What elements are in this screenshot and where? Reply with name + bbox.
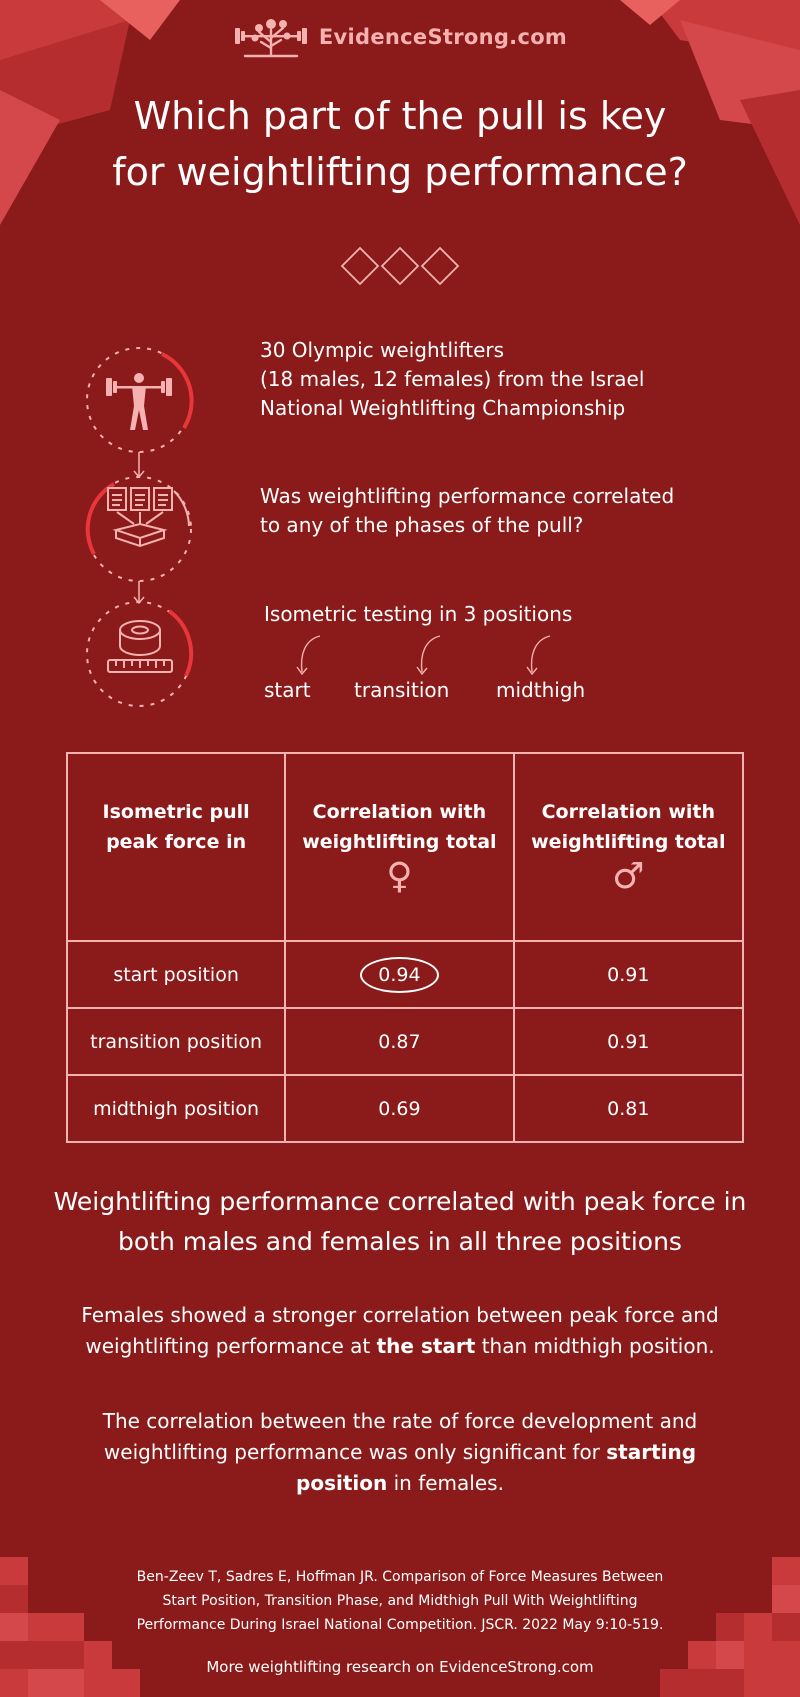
tree-barbell-logo-icon [233, 14, 309, 60]
header-isometric [67, 753, 285, 941]
study-subjects [260, 336, 644, 423]
header-female-correlation [285, 753, 513, 941]
documents-icon [104, 484, 176, 552]
position-transition: transition [354, 678, 450, 702]
header-col3-line2: weightlifting total [531, 831, 726, 853]
header-col2-line1: Correlation with [312, 801, 487, 823]
p2-line3-post: in females. [387, 1471, 504, 1495]
main-finding [40, 1182, 760, 1262]
question-line-1: Was weightlifting performance correlated [260, 484, 675, 508]
p1-line2-pre: weightlifting performance at [85, 1334, 377, 1358]
table-header-row [67, 753, 743, 941]
row-label: midthigh position [67, 1075, 285, 1142]
male-value-cell: 0.91 [514, 941, 743, 1008]
citation-line-2: Start Position, Transition Phase, and Midthigh Pull With Weightlifting [162, 1593, 638, 1609]
main-finding-line-1: Weightlifting performance correlated with peak force in [53, 1187, 747, 1216]
female-value-cell: 0.69 [285, 1075, 513, 1142]
subjects-line-2: (18 males, 12 females) from the Israel [260, 367, 645, 391]
citation-line-1: Ben-Zeev T, Sadres E, Hoffman JR. Comparison of Force Measures Between [136, 1569, 664, 1585]
header-col1-line2: peak force in [106, 831, 247, 853]
position-arrows [290, 632, 570, 680]
highlighted-value: 0.94 [364, 960, 434, 990]
p2-line2-pre: weightlifting performance was only significant for [103, 1440, 607, 1464]
study-method: Isometric testing in 3 positions [264, 602, 573, 626]
male-symbol-icon: ♂ [612, 856, 645, 897]
citation [80, 1565, 720, 1637]
subjects-line-1: 30 Olympic weightlifters [260, 338, 505, 362]
finding-paragraph-1 [50, 1300, 750, 1362]
p2-line3-bold: position [296, 1471, 388, 1495]
row-label: transition position [67, 1008, 285, 1075]
position-midthigh: midthigh [496, 678, 586, 702]
female-symbol-icon: ♀ [386, 856, 413, 897]
question-line-2: to any of the phases of the pull? [260, 513, 584, 537]
subjects-line-3: National Weightlifting Championship [260, 396, 626, 420]
finding-paragraph-2 [50, 1406, 750, 1499]
position-start: start [264, 678, 311, 702]
table-row [67, 941, 743, 1008]
p2-line2-bold: starting [606, 1440, 697, 1464]
footer-link[interactable]: More weightlifting research on EvidenceStrong.com [206, 1658, 594, 1676]
table-row [67, 1008, 743, 1075]
header-col3-line1: Correlation with [541, 801, 715, 823]
page-title [40, 88, 760, 200]
p1-line-1: Females showed a stronger correlation between peak force and [81, 1303, 719, 1327]
citation-line-3: Performance During Israel National Competition. JSCR. 2022 May 9:10-519. [136, 1617, 664, 1633]
p1-line2-post: than midthigh position. [475, 1334, 715, 1358]
table-row [67, 1075, 743, 1142]
weightlifter-icon [104, 370, 174, 434]
p1-line2-bold: the start [376, 1334, 476, 1358]
main-finding-line-2: both males and females in all three positions [118, 1227, 682, 1256]
male-value-cell: 0.91 [514, 1008, 743, 1075]
measuring-tape-icon [104, 616, 176, 678]
title-line-2: for weightlifting performance? [112, 150, 688, 194]
diamond-divider [340, 244, 460, 288]
female-value-cell [285, 941, 513, 1008]
title-line-1: Which part of the pull is key [133, 94, 667, 138]
female-value-cell: 0.87 [285, 1008, 513, 1075]
brand-header [0, 14, 800, 60]
correlation-table [66, 752, 744, 1143]
p2-line-2 [50, 1437, 750, 1468]
study-question [260, 482, 674, 540]
row-label: start position [67, 941, 285, 1008]
male-value-cell: 0.81 [514, 1075, 743, 1142]
p1-line-2 [50, 1331, 750, 1362]
header-col1-line1: Isometric pull [102, 801, 250, 823]
header-male-correlation [514, 753, 743, 941]
p2-line-3 [50, 1468, 750, 1499]
p2-line-1: The correlation between the rate of force development and [102, 1409, 698, 1433]
header-col2-line2: weightlifting total [302, 831, 497, 853]
brand-name: EvidenceStrong.com [318, 25, 568, 49]
